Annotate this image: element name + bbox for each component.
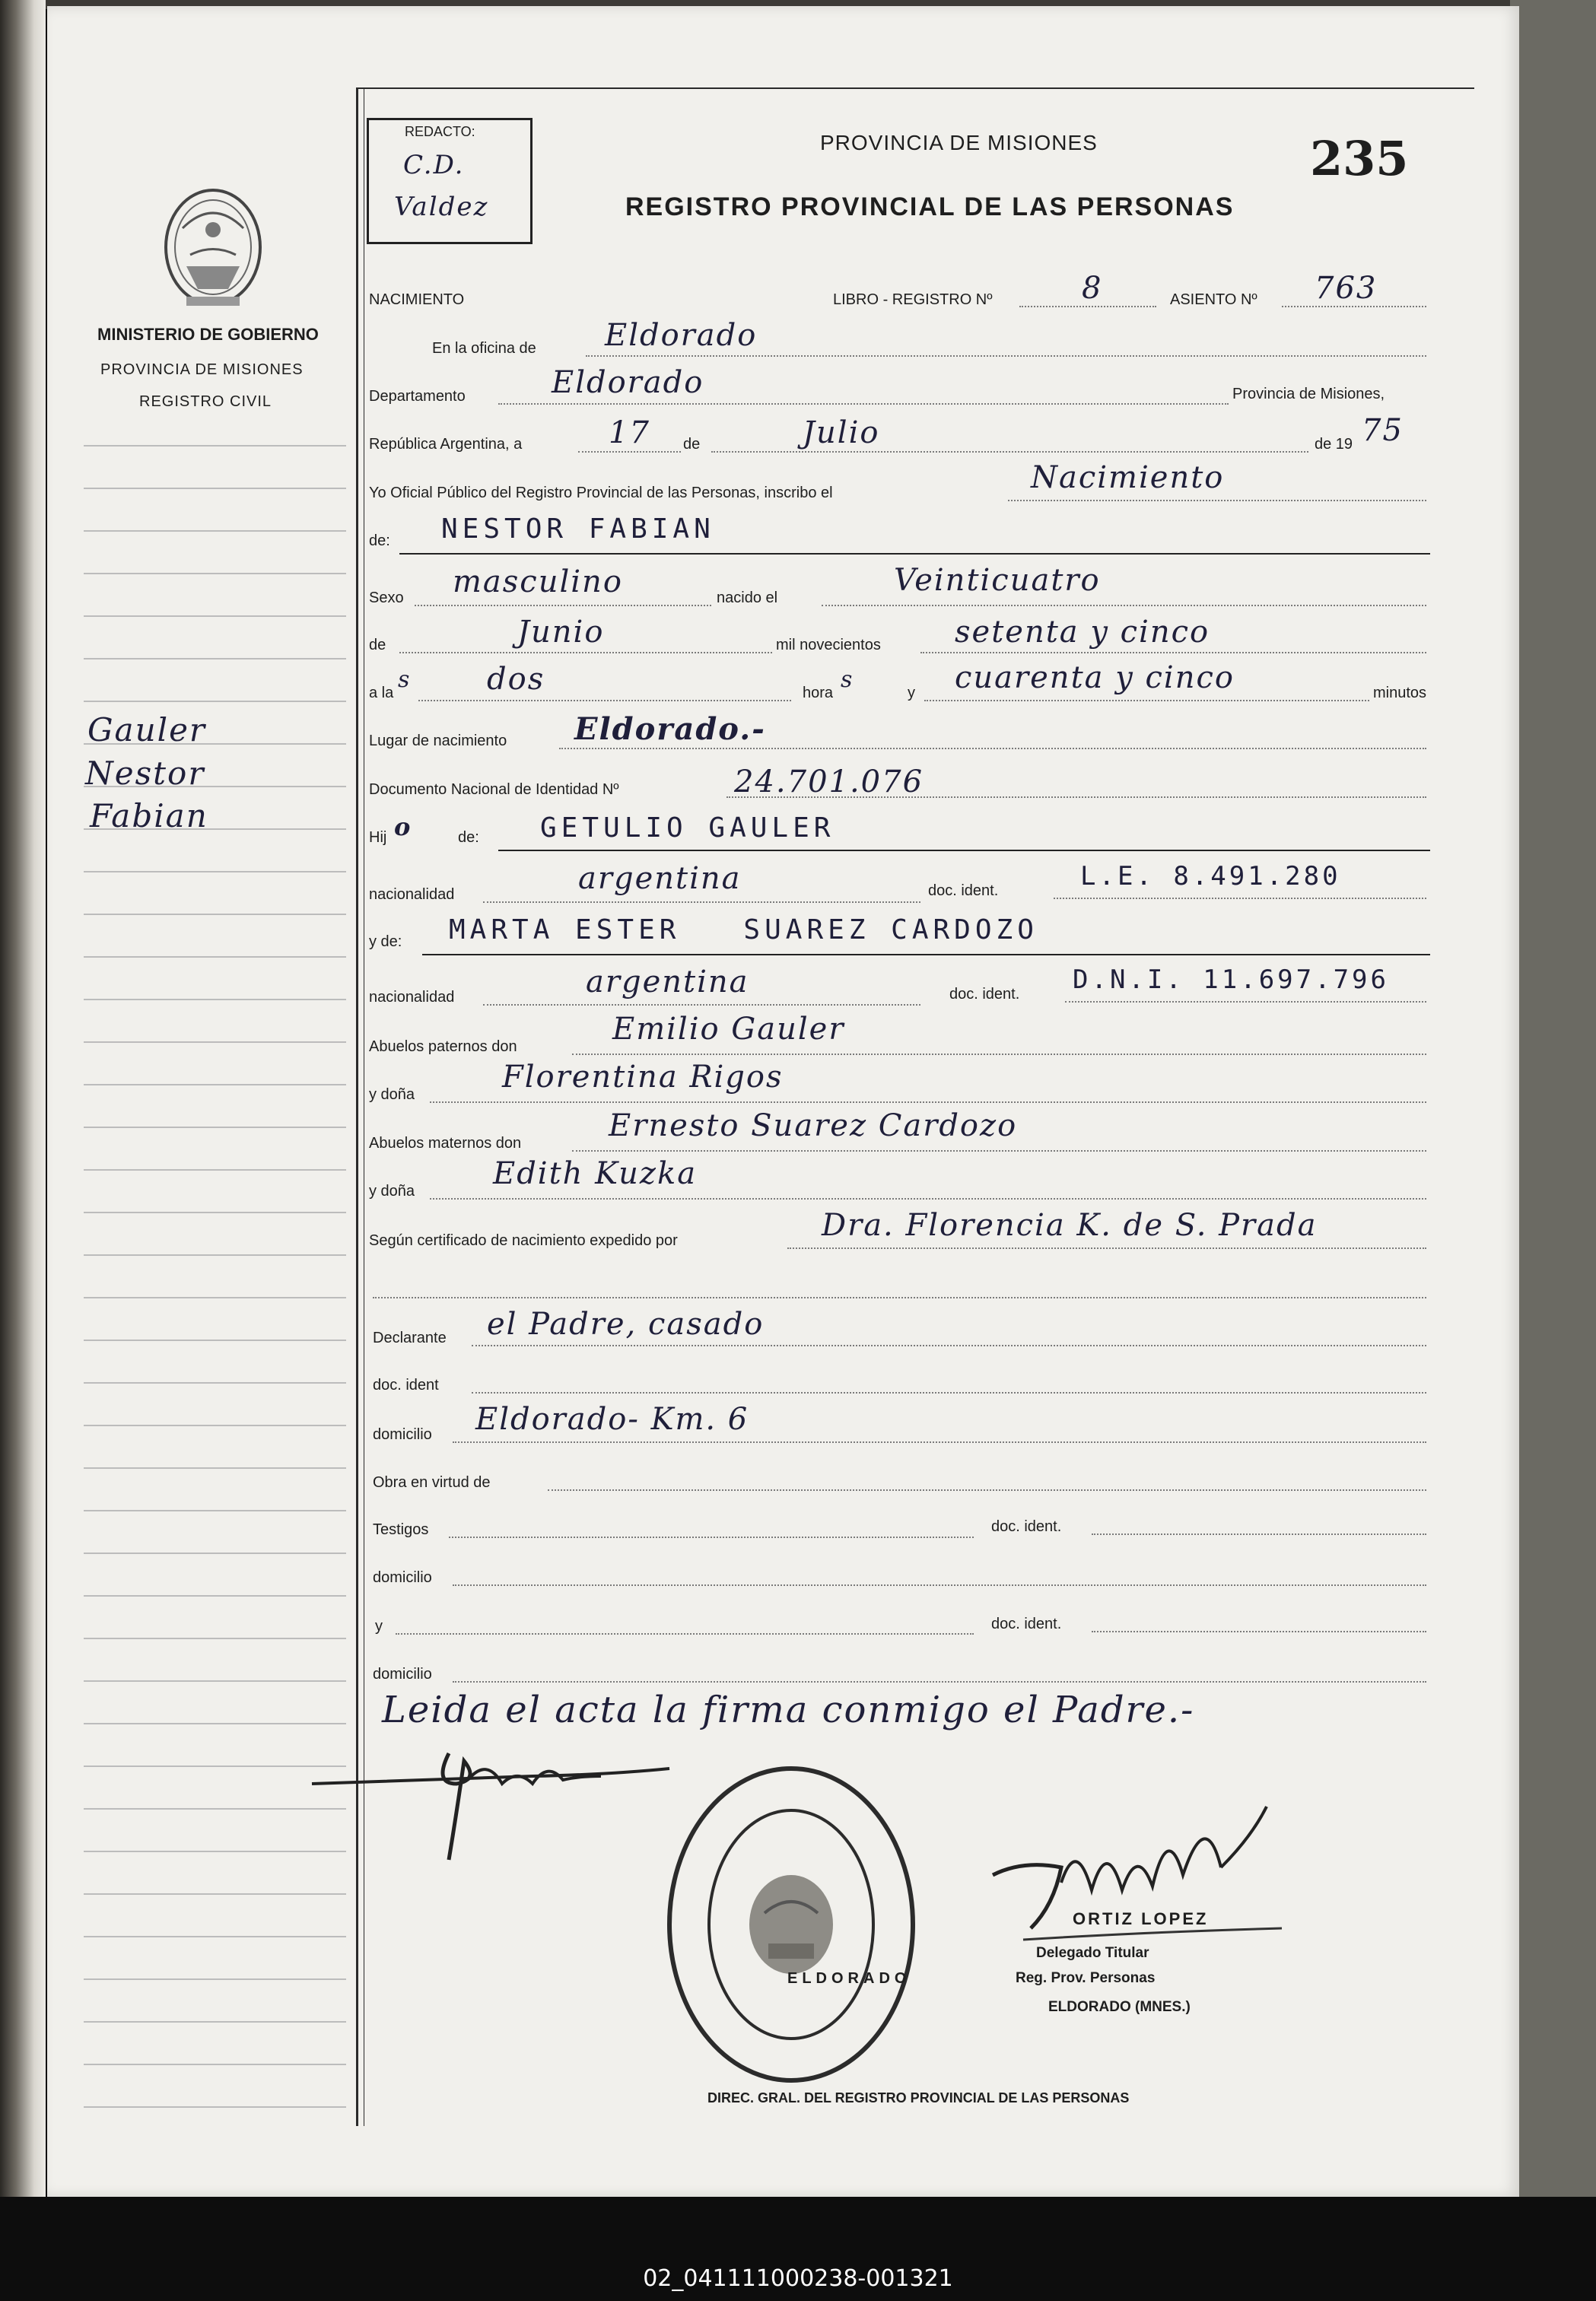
doc2-value: D.N.I. 11.697.796 [1073,965,1389,995]
de2-label: de [369,637,386,653]
sexo-value: masculino [453,564,623,599]
doc1-label: doc. ident. [928,882,999,899]
republica-label: República Argentina, a [369,436,523,453]
ministry-title: MINISTERIO DE GOBIERNO [97,325,319,344]
ydona1-label: y doña [369,1086,415,1103]
left-rule-line [84,1638,346,1639]
sexo-dots [415,605,711,606]
departamento-dots [498,403,1229,405]
left-rule-line [84,1893,346,1895]
y-doc-dots [1092,1631,1426,1632]
left-rule-line [84,1510,346,1511]
redacto-line2: Valdez [394,192,489,222]
de-nombre-label: de: [369,532,390,549]
ydona1-value: Florentina Rigos [502,1060,784,1095]
provincia-label: Provincia de Misiones, [1232,386,1385,402]
libro-value: 8 [1082,271,1103,306]
ministry-province: PROVINCIA DE MISIONES [100,361,304,378]
left-rule-line [84,615,346,617]
left-rule-line [84,1041,346,1043]
dia-dots [578,451,681,453]
top-rule [356,87,1474,89]
departamento-value: Eldorado [552,365,704,400]
left-rule-line [84,1254,346,1256]
redacto-label: REDACTO: [405,124,475,139]
nombre-value: NESTOR FABIAN [441,513,715,545]
nac2-label: nacionalidad [369,989,455,1006]
y-label: y [908,685,915,701]
mes2-value: Junio [517,615,605,650]
left-rule-line [84,1467,346,1469]
desk-edge-right [1510,0,1596,2206]
left-rule-line [84,914,346,915]
doc1-value: L.E. 8.491.280 [1080,861,1341,891]
left-rule-line [84,871,346,872]
obra-dots [548,1489,1426,1491]
closing-text: Leida el acta la firma conmigo el Padre.- [382,1689,1195,1731]
nac2-dots [483,1004,920,1006]
oficina-value: Eldorado [605,318,758,353]
left-rule-line [84,1212,346,1213]
left-rule-line [84,2021,346,2023]
inscribo-dots [1008,500,1426,501]
left-rule-line [84,488,346,489]
domicilio2-dots [453,1584,1426,1586]
asiento-dots [1282,306,1426,307]
minutos-value: cuarenta y cinco [955,660,1235,695]
domicilio-dots [453,1441,1426,1443]
nacido-label: nacido el [717,590,778,606]
domicilio2-label: domicilio [373,1569,432,1586]
nacido-value: Veinticuatro [894,563,1101,598]
horas-label: hora [803,685,834,701]
testigos-doc-dots [1092,1533,1426,1535]
declarante-label: Declarante [373,1330,447,1346]
scan-id: 02_041111000238-001321 [643,2265,953,2292]
domicilio-value: Eldorado- Km. 6 [475,1402,749,1437]
mes-value: Julio [803,415,880,450]
y-testigo-dots [396,1633,974,1635]
declarante-value: el Padre, casado [487,1307,765,1342]
mes2-dots [399,652,772,653]
left-rule-line [84,1936,346,1937]
nac1-value: argentina [578,861,742,896]
page-number: 235 [1310,131,1409,186]
nombre-rule [399,553,1430,555]
abmat-dots [572,1150,1426,1152]
y-doc-label: doc. ident. [991,1616,1062,1632]
padre-value: GETULIO GAULER [540,812,835,844]
abmat-label: Abuelos maternos don [369,1135,522,1152]
left-rule-line [84,1978,346,1980]
anio-label: de 19 [1315,436,1353,453]
asiento-label: ASIENTO Nº [1170,291,1257,308]
left-rule-line [84,701,346,702]
abpat-label: Abuelos paternos don [369,1038,517,1055]
left-rule-line [84,1425,346,1426]
hijo-suffix: o [394,812,412,841]
inscribo-value: Nacimiento [1031,460,1225,495]
anio2-dots [920,652,1426,653]
libro-dots [1019,306,1156,307]
ala-label: a la [369,685,394,701]
anio2-value: setenta y cinco [955,615,1210,650]
dia-value: 17 [609,415,650,450]
anio-value: 75 [1362,413,1404,448]
abpat-dots [572,1054,1426,1055]
lugar-value: Eldorado.- [574,711,766,747]
mil-label: mil novecientos [776,637,881,653]
header-province: PROVINCIA DE MISIONES [820,131,1098,154]
ala-suffix: s [398,666,412,693]
margin-note-name2: Fabian [90,797,208,834]
departamento-label: Departamento [369,388,466,405]
ydona2-value: Edith Kuzka [493,1156,698,1191]
left-rule-line [84,999,346,1000]
oficina-dots [586,355,1426,357]
official-name: ORTIZ LOPEZ [1073,1909,1209,1928]
hijo-label: Hij [369,829,387,846]
oficina-label: En la oficina de [432,340,536,357]
left-rule-line [84,1084,346,1085]
ydona2-dots [430,1198,1426,1200]
left-rule-line [84,1553,346,1554]
header-title: REGISTRO PROVINCIAL DE LAS PERSONAS [625,192,1235,221]
nac1-dots [483,901,920,903]
horas-value: dos [487,662,545,697]
declarant-signature-icon [304,1738,685,1867]
abmat-value: Ernesto Suarez Cardozo [609,1108,1018,1143]
domicilio3-dots [453,1681,1426,1683]
left-rule-line [84,445,346,447]
minutos-dots [924,700,1369,701]
nacimiento-label: NACIMIENTO [369,291,465,308]
stamp-bottom-text: ELDORADO [787,1970,911,1987]
hijo-de-label: de: [458,829,479,846]
abpat-value: Emilio Gauler [612,1012,845,1047]
left-rule-line [84,658,346,659]
madre-rule [422,954,1430,955]
minutos-label: minutos [1373,685,1427,701]
left-rule-line [84,2064,346,2065]
horas-suffix: s [841,666,854,693]
ydona1-dots [430,1101,1426,1103]
docident-dots [472,1392,1426,1394]
redacto-line1: C.D. [403,150,465,180]
cert-value: Dra. Florencia K. de S. Prada [822,1208,1318,1243]
nacido-dots [822,605,1426,606]
nac2-value: argentina [586,965,749,1000]
stamp-ring-text: DIREC. GRAL. DEL REGISTRO PROVINCIAL DE LAS PERSONAS [707,2090,1130,2106]
y-testigo-label: y [375,1618,383,1635]
testigos-dots [449,1537,974,1538]
registry-stamp-icon [662,1761,920,2088]
doc2-label: doc. ident. [949,986,1020,1003]
sexo-label: Sexo [369,590,404,606]
docident-label: doc. ident [373,1377,439,1394]
domicilio3-label: domicilio [373,1666,432,1683]
libro-label: LIBRO - REGISTRO Nº [833,291,993,308]
left-rule-line [84,1340,346,1341]
ministry-registry: REGISTRO CIVIL [139,393,272,410]
official-title2: Reg. Prov. Personas [1016,1970,1156,1986]
ydona2-label: y doña [369,1183,415,1200]
left-rule-line [84,1723,346,1724]
left-rule-line [84,530,346,532]
book-spine [0,0,46,2206]
lugar-dots [559,748,1426,749]
padre-rule [498,850,1430,851]
left-rule-line [84,956,346,958]
cert-dots-2 [373,1297,1426,1298]
doc1-dots [1054,898,1426,899]
testigos-doc-label: doc. ident. [991,1518,1062,1535]
left-rule-line [84,1127,346,1128]
inscribo-label: Yo Oficial Público del Registro Provincial de las Personas, inscribo el [369,485,833,501]
testigos-label: Testigos [373,1521,429,1538]
left-rule-line [84,573,346,574]
domicilio-label: domicilio [373,1426,432,1443]
official-signature-icon [978,1791,1297,1966]
left-rule-line [84,2106,346,2108]
left-rule-line [84,1297,346,1298]
left-rule-line [84,1595,346,1597]
margin-note-surname: Gauler [87,711,207,748]
cert-label: Según certificado de nacimiento expedido por [369,1232,678,1249]
coat-of-arms-icon [156,183,270,316]
mes-dots [711,451,1308,453]
doc2-dots [1065,1001,1426,1003]
dni-value: 24.701.076 [734,764,924,799]
left-rule-line [84,1169,346,1171]
official-location: ELDORADO (MNES.) [1048,1999,1191,2015]
cert-dots [787,1247,1426,1249]
nac1-label: nacionalidad [369,886,455,903]
horas-dots [418,700,791,701]
dni-label: Documento Nacional de Identidad Nº [369,781,619,798]
margin-note-name1: Nestor [85,755,205,792]
de-label: de [683,436,701,453]
madre-value: MARTA ESTER SUAREZ CARDOZO [449,914,1038,946]
left-rule-line [84,1382,346,1384]
official-title1: Delegado Titular [1036,1945,1149,1961]
left-rule-line [84,1680,346,1682]
asiento-value: 763 [1315,271,1378,306]
obra-label: Obra en virtud de [373,1474,491,1491]
yde-label: y de: [369,933,402,950]
lugar-label: Lugar de nacimiento [369,733,507,749]
declarante-dots [472,1345,1426,1346]
